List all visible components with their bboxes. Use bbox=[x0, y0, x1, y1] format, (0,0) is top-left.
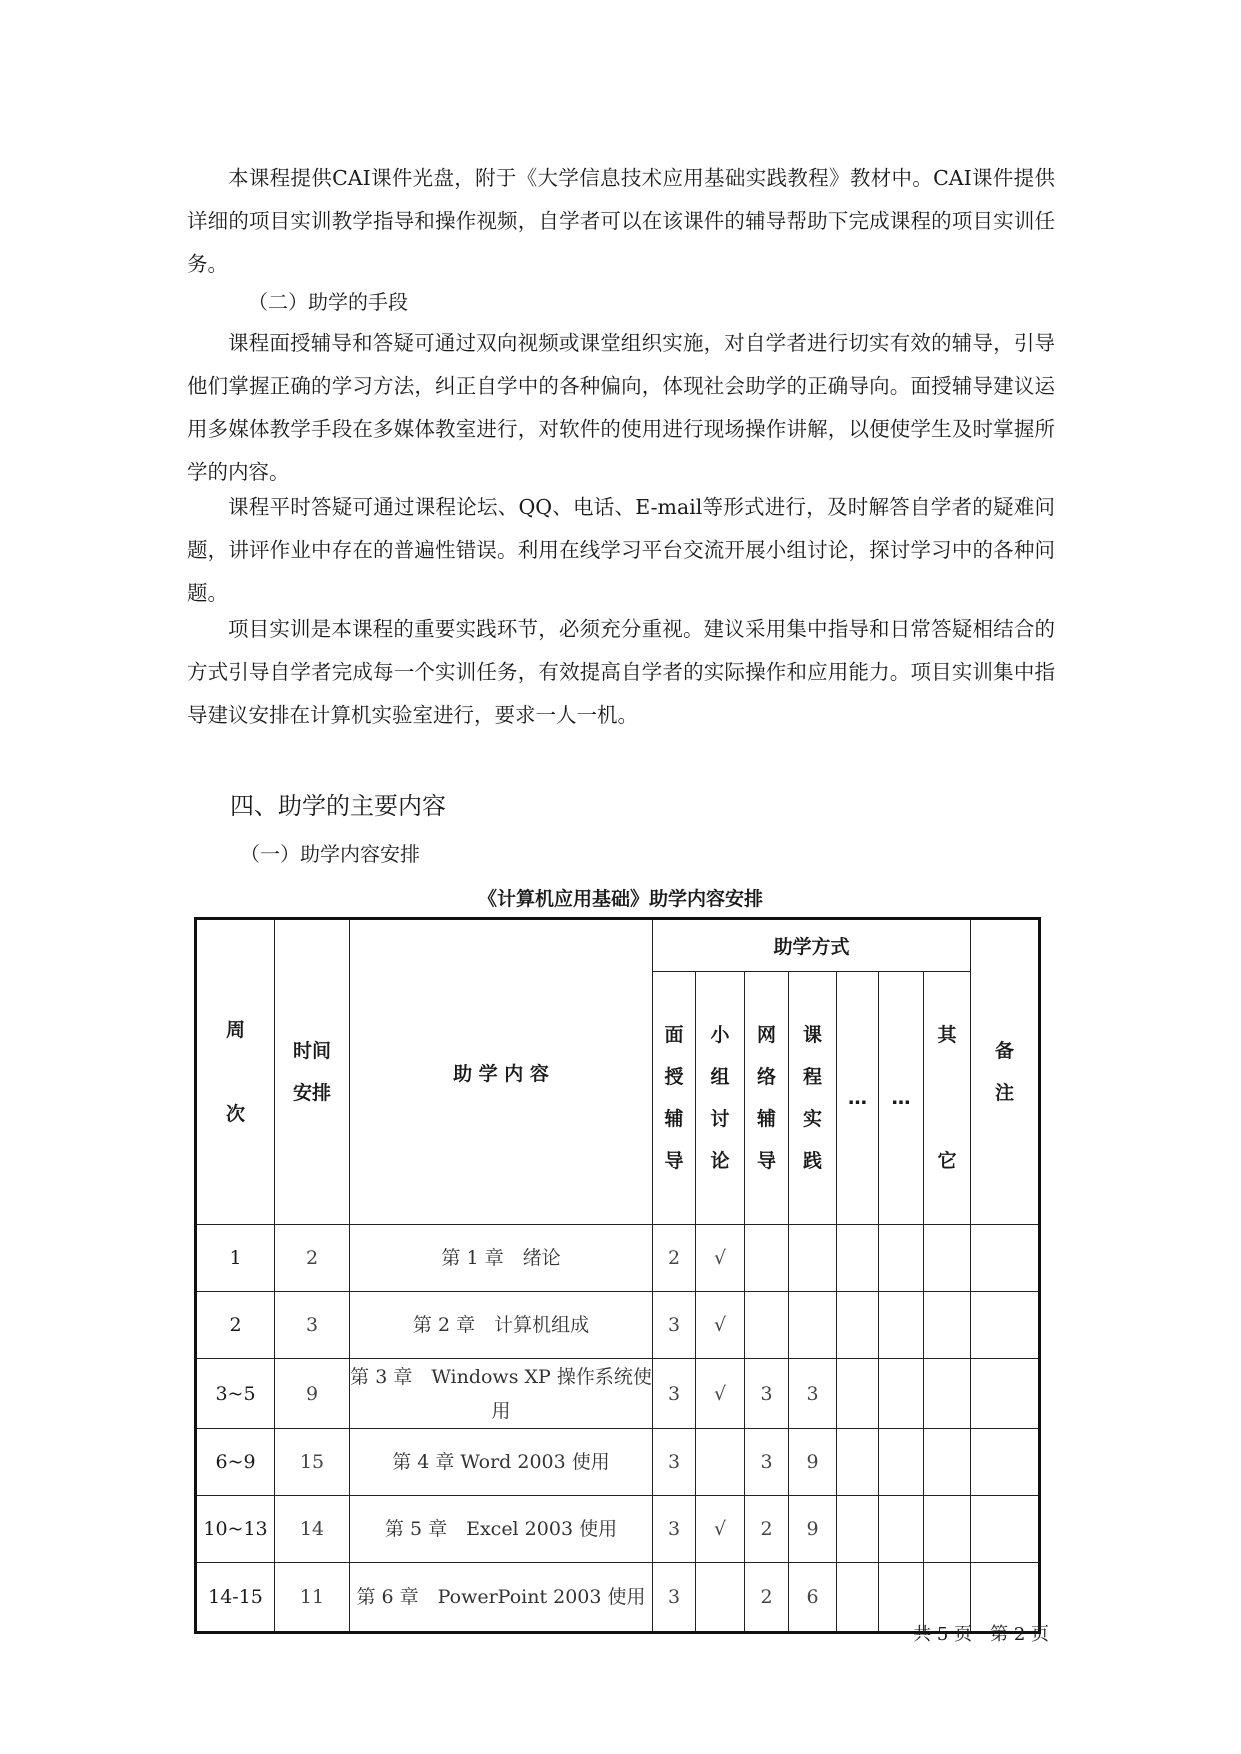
header-time: 时间安排 bbox=[275, 919, 350, 1225]
table-caption: 《计算机应用基础》助学内容安排 bbox=[477, 888, 763, 910]
cell-face: 2 bbox=[653, 1225, 696, 1292]
cell-online: 3 bbox=[745, 1429, 789, 1496]
cell-ellipsis-2 bbox=[879, 1292, 924, 1359]
cell-ellipsis-2 bbox=[879, 1359, 924, 1429]
cell-time: 2 bbox=[275, 1225, 350, 1292]
cell-remark bbox=[971, 1292, 1040, 1359]
cell-ellipsis-1 bbox=[837, 1563, 879, 1633]
header-ellipsis-2: … bbox=[879, 972, 924, 1225]
cell-group: √ bbox=[696, 1496, 745, 1563]
cell-time: 14 bbox=[275, 1496, 350, 1563]
cell-content: 第 2 章 计算机组成 bbox=[350, 1292, 653, 1359]
cell-time: 15 bbox=[275, 1429, 350, 1496]
cell-practice bbox=[789, 1225, 837, 1292]
cell-ellipsis-1 bbox=[837, 1496, 879, 1563]
cell-remark bbox=[971, 1429, 1040, 1496]
cell-content: 第 4 章 Word 2003 使用 bbox=[350, 1429, 653, 1496]
cell-face: 3 bbox=[653, 1429, 696, 1496]
cell-week: 1 bbox=[196, 1225, 275, 1292]
cell-practice: 6 bbox=[789, 1563, 837, 1633]
page-footer: 共 5 页 第 2 页 bbox=[913, 1624, 1049, 1645]
cell-ellipsis-2 bbox=[879, 1496, 924, 1563]
cell-practice: 9 bbox=[789, 1496, 837, 1563]
paragraph-cai-courseware: 本课程提供CAI课件光盘，附于《大学信息技术应用基础实践教程》教材中。CAI课件提供详细的项目实训教学指导和操作视频，自学者可以在该课件的辅导帮助下完成课程的项目实训任务。 bbox=[187, 166, 1055, 276]
cell-group: √ bbox=[696, 1359, 745, 1429]
cell-time: 9 bbox=[275, 1359, 350, 1429]
cell-ellipsis-2 bbox=[879, 1225, 924, 1292]
header-course-practice: 课程实践 bbox=[789, 972, 837, 1225]
cell-face: 3 bbox=[653, 1292, 696, 1359]
header-other: 其它 bbox=[924, 972, 971, 1225]
cell-time: 11 bbox=[275, 1563, 350, 1633]
header-content: 助 学 内 容 bbox=[350, 919, 653, 1225]
cell-ellipsis-1 bbox=[837, 1225, 879, 1292]
cell-other bbox=[924, 1225, 971, 1292]
cell-practice: 3 bbox=[789, 1359, 837, 1429]
cell-other bbox=[924, 1496, 971, 1563]
cell-group: √ bbox=[696, 1292, 745, 1359]
cell-ellipsis-1 bbox=[837, 1429, 879, 1496]
schedule-table bbox=[194, 917, 1041, 1634]
paragraph-project-training: 项目实训是本课程的重要实践环节，必须充分重视。建议采用集中指导和日常答疑相结合的方式引导自学者完成每一个实训任务，有效提高自学者的实际操作和应用能力。项目实训集中指导建议安排在计算机实验室进行，要求一人一机。 bbox=[187, 617, 1055, 727]
cell-online: 2 bbox=[745, 1496, 789, 1563]
header-row-1 bbox=[196, 919, 1040, 972]
cell-content: 第 5 章 Excel 2003 使用 bbox=[350, 1496, 653, 1563]
cell-week: 2 bbox=[196, 1292, 275, 1359]
paragraph-face-tutoring: 课程面授辅导和答疑可通过双向视频或课堂组织实施，对自学者进行切实有效的辅导，引导他们掌握正确的学习方法，纠正自学中的各种偏向，体现社会助学的正确导向。面授辅导建议运用多媒体教学手段在多媒体教室进行，对软件的使用进行现场操作讲解，以便使学生及时掌握所学的内容。 bbox=[187, 331, 1055, 484]
cell-week: 6~9 bbox=[196, 1429, 275, 1496]
header-ellipsis-1: … bbox=[837, 972, 879, 1225]
cell-online: 2 bbox=[745, 1563, 789, 1633]
cell-group bbox=[696, 1429, 745, 1496]
cell-week: 3~5 bbox=[196, 1359, 275, 1429]
header-methods: 助学方式 bbox=[653, 919, 971, 972]
cell-week: 14-15 bbox=[196, 1563, 275, 1633]
cell-practice: 9 bbox=[789, 1429, 837, 1496]
header-group-discussion: 小组讨论 bbox=[696, 972, 745, 1225]
table-row bbox=[196, 1496, 1040, 1563]
header-remark: 备注 bbox=[971, 919, 1040, 1225]
subheading-content-arrangement: （一）助学内容安排 bbox=[240, 842, 420, 866]
table-row bbox=[196, 1292, 1040, 1359]
cell-remark bbox=[971, 1225, 1040, 1292]
cell-face: 3 bbox=[653, 1496, 696, 1563]
cell-online: 3 bbox=[745, 1359, 789, 1429]
table-row bbox=[196, 1429, 1040, 1496]
cell-face: 3 bbox=[653, 1563, 696, 1633]
cell-online bbox=[745, 1225, 789, 1292]
cell-group: √ bbox=[696, 1225, 745, 1292]
table-row bbox=[196, 1225, 1040, 1292]
cell-remark bbox=[971, 1359, 1040, 1429]
cell-face: 3 bbox=[653, 1359, 696, 1429]
cell-content: 第 3 章 Windows XP 操作系统使用 bbox=[350, 1359, 653, 1429]
cell-other bbox=[924, 1292, 971, 1359]
header-face-tutoring: 面授辅导 bbox=[653, 972, 696, 1225]
header-week: 周次 bbox=[196, 919, 275, 1225]
cell-ellipsis-2 bbox=[879, 1429, 924, 1496]
cell-ellipsis-1 bbox=[837, 1292, 879, 1359]
cell-week: 10~13 bbox=[196, 1496, 275, 1563]
cell-practice bbox=[789, 1292, 837, 1359]
cell-time: 3 bbox=[275, 1292, 350, 1359]
cell-content: 第 6 章 PowerPoint 2003 使用 bbox=[350, 1563, 653, 1633]
cell-other bbox=[924, 1429, 971, 1496]
cell-remark bbox=[971, 1496, 1040, 1563]
paragraph-qa: 课程平时答疑可通过课程论坛、QQ、电话、E-mail等形式进行，及时解答自学者的疑难问题，讲评作业中存在的普遍性错误。利用在线学习平台交流开展小组讨论，探讨学习中的各种问题。 bbox=[187, 495, 1055, 605]
cell-group bbox=[696, 1563, 745, 1633]
cell-online bbox=[745, 1292, 789, 1359]
header-online-tutoring: 网络辅导 bbox=[745, 972, 789, 1225]
cell-ellipsis-1 bbox=[837, 1359, 879, 1429]
cell-content: 第 1 章 绪论 bbox=[350, 1225, 653, 1292]
cell-other bbox=[924, 1359, 971, 1429]
table-row bbox=[196, 1359, 1040, 1429]
section-heading: 四、助学的主要内容 bbox=[230, 792, 446, 820]
subheading-tutoring-means: （二）助学的手段 bbox=[248, 290, 408, 314]
